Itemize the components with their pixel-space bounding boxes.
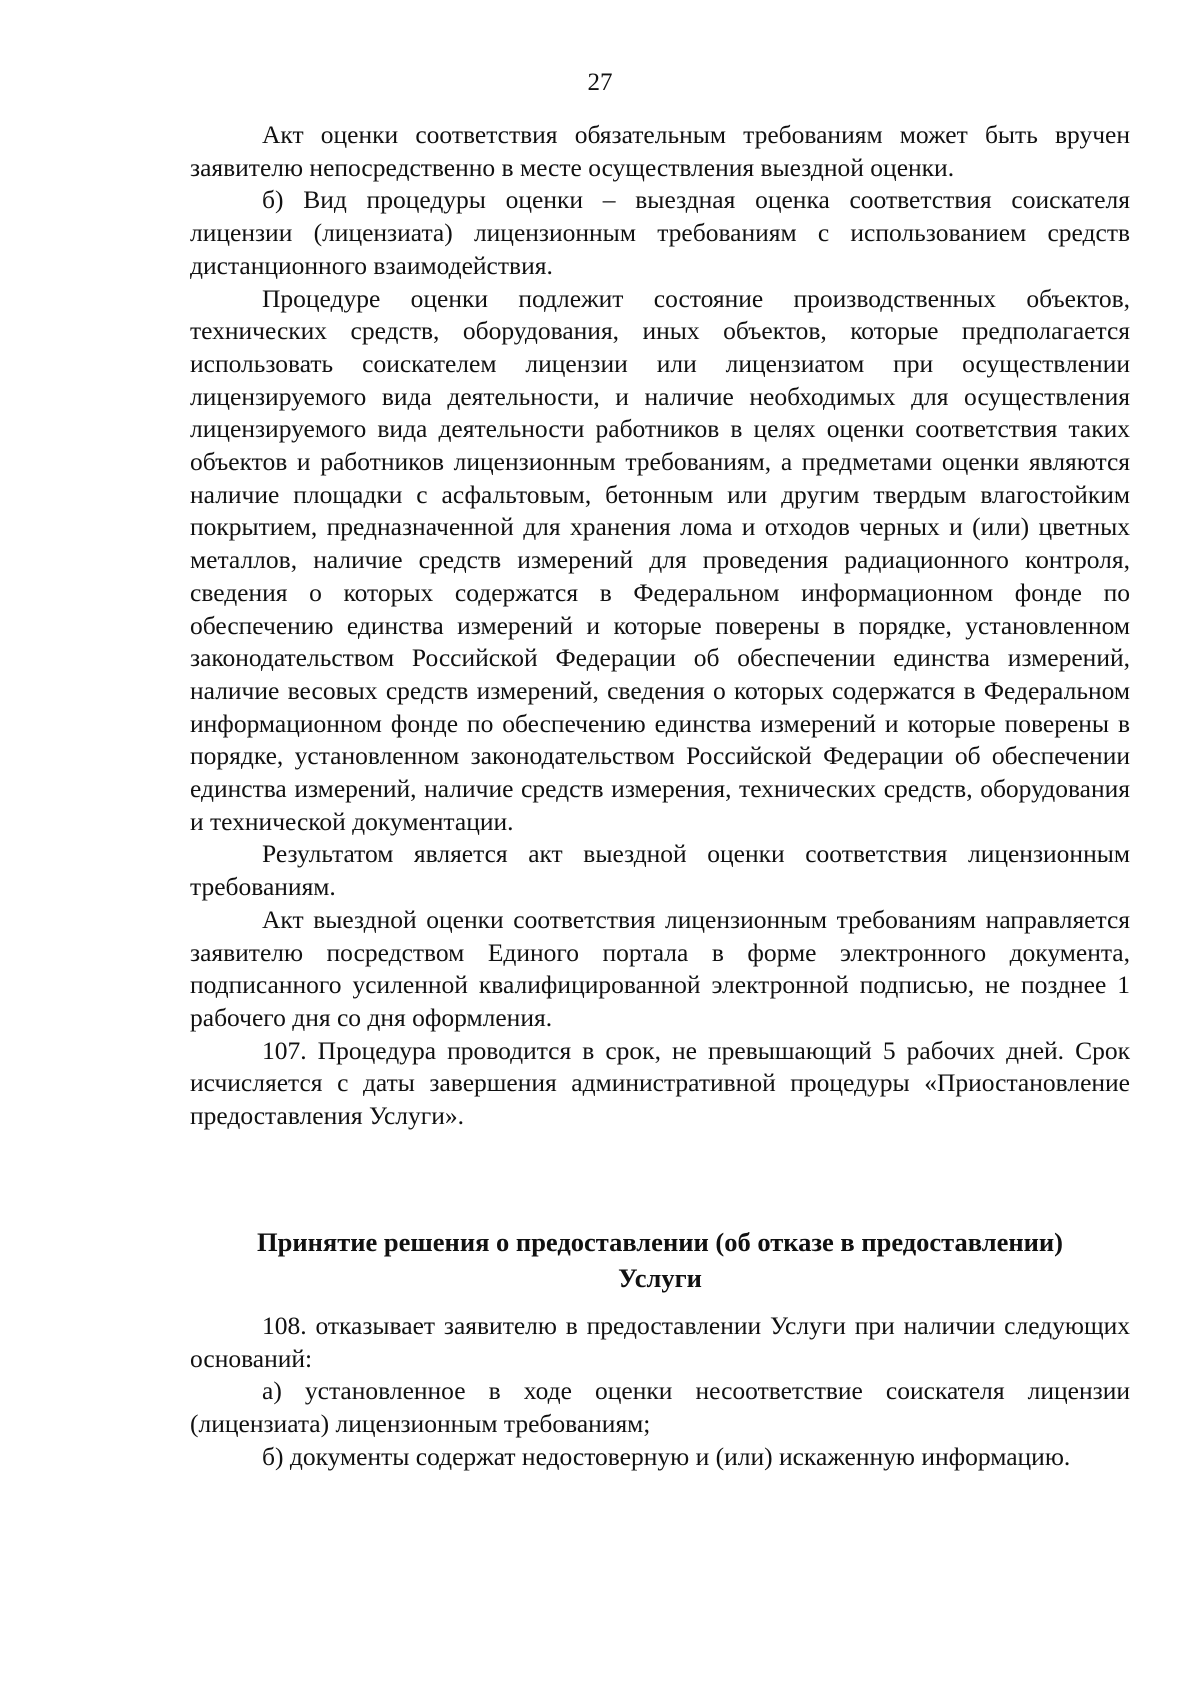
paragraph-107: 107. Процедура проводится в срок, не превышающий 5 рабочих дней. Срок исчисляется с даты завершения административной процедуры «Приостановление предоставления Услуги». (190, 1035, 1130, 1131)
paragraph-108: 108. отказывает заявителю в предоставлении Услуги при наличии следующих оснований: (190, 1311, 1130, 1373)
page-number: 27 (587, 69, 613, 96)
paragraph-108-a: а) установленное в ходе оценки несоответствие соискателя лицензии (лицензиата) лицензионным требованиям; (190, 1376, 1130, 1439)
paragraph-result: Результатом является акт выездной оценки соответствия лицензионным требованиям. (190, 839, 1130, 902)
section-heading-block (190, 1224, 1130, 1296)
section-heading-line-2: Услуги (618, 1263, 702, 1293)
section-heading (190, 1224, 1130, 1296)
paragraph-act-delivery: Акт выездной оценки соответствия лицензионным требованиям направляется заявителю посредством Единого портала в форме электронного документа, подписанного усиленной квалифицированной электронной подписью, не позднее 1 рабочего дня со дня оформления. (190, 904, 1130, 1032)
paragraph-act-handover: Акт оценки соответствия обязательным требованиям может быть вручен заявителю непосредственно в месте осуществления выездной оценки. (190, 120, 1130, 182)
body-text-upper (190, 119, 1130, 1133)
paragraph-108-b: б) документы содержат недостоверную и (или) искаженную информацию. (262, 1441, 1071, 1471)
body-text-lower (190, 1310, 1130, 1474)
section-heading-line-1: Принятие решения о предоставлении (об отказе в предоставлении) (257, 1227, 1063, 1257)
paragraph-procedure-type: б) Вид процедуры оценки – выездная оценка соответствия соискателя лицензии (лицензиата) лицензионным требованиям с использованием средств дистанционного взаимодействия. (190, 185, 1130, 280)
paragraph-assessment-subject: Процедуре оценки подлежит состояние производственных объектов, технических средств, оборудования, иных объектов, которые предполагается использовать соискателем лицензии или лицензиатом при осуществлении лицензируемого вида деятельности, и наличие необходимых для осуществления лицензируемого вида деятельности работников в целях оценки соответствия таких объектов и работников лицензионным требованиям, а предметами оценки являются наличие площадки с асфальтовым, бетонным или другим твердым влагостойким покрытием, предназначенной для хранения лома и отходов черных и (или) цветных металлов, наличие средств измерений для проведения радиационного контроля, сведения о которых содержатся в Федеральном информационном фонде по обеспечению единства измерений и которые поверены в порядке, установленном законодательством Российской Федерации об обеспечении единства измерений, наличие весовых средств измерений, сведения о которых содержатся в Федеральном информационном фонде по обеспечению единства измерений и которые поверены в порядке, установленном законодательством Российской Федерации об обеспечении единства измерений, наличие средств измерения, технических средств, оборудования и технической документации. (190, 283, 1130, 836)
